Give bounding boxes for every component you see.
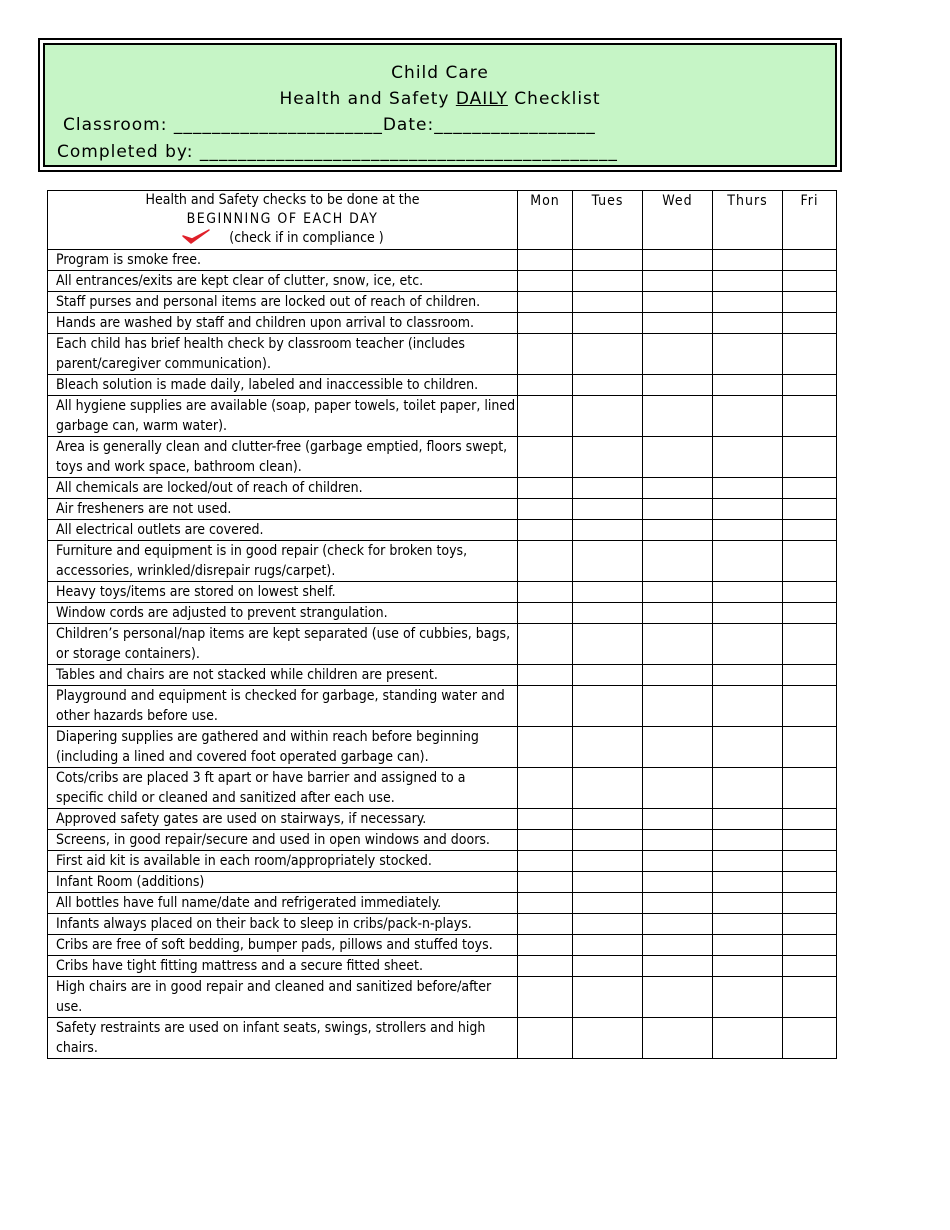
table-row (48, 250, 837, 271)
check-cell-wed[interactable] (643, 396, 713, 437)
check-item: Program is smoke free. (48, 250, 518, 271)
day-header-fri: Fri (783, 191, 837, 250)
check-cell-wed[interactable] (643, 582, 713, 603)
classroom-date-line[interactable]: Classroom: ______________________Date:_________________ (63, 115, 596, 135)
check-cell-tues[interactable] (573, 582, 643, 603)
check-cell-thurs[interactable] (713, 809, 783, 830)
check-cell-wed[interactable] (643, 830, 713, 851)
check-cell-thurs[interactable] (713, 541, 783, 582)
check-item: First aid kit is available in each room/appropriately stocked. (48, 851, 518, 872)
table-header-row (48, 191, 837, 250)
check-cell-fri[interactable] (783, 334, 837, 375)
table-row (48, 292, 837, 313)
check-cell-fri[interactable] (783, 624, 837, 665)
check-cell-mon[interactable] (518, 727, 573, 768)
check-cell-fri[interactable] (783, 1018, 837, 1059)
check-cell-mon[interactable] (518, 603, 573, 624)
check-cell-wed[interactable] (643, 1018, 713, 1059)
table-row (48, 478, 837, 499)
check-cell-wed[interactable] (643, 914, 713, 935)
check-item: All bottles have full name/date and refrigerated immediately. (48, 893, 518, 914)
check-cell-tues[interactable] (573, 624, 643, 665)
check-cell-thurs[interactable] (713, 727, 783, 768)
check-cell-wed[interactable] (643, 541, 713, 582)
check-cell-mon[interactable] (518, 478, 573, 499)
check-item: All entrances/exits are kept clear of clutter, snow, ice, etc. (48, 271, 518, 292)
check-item: Window cords are adjusted to prevent strangulation. (48, 603, 518, 624)
check-cell-fri[interactable] (783, 851, 837, 872)
table-row (48, 956, 837, 977)
check-cell-fri[interactable] (783, 582, 837, 603)
check-cell-tues[interactable] (573, 768, 643, 809)
check-cell-fri[interactable] (783, 809, 837, 830)
day-header-thurs: Thurs (713, 191, 783, 250)
table-row (48, 872, 837, 893)
check-cell-mon[interactable] (518, 977, 573, 1018)
check-cell-fri[interactable] (783, 768, 837, 809)
check-item: Air fresheners are not used. (48, 499, 518, 520)
title-post: Checklist (507, 89, 601, 109)
check-cell-mon[interactable] (518, 914, 573, 935)
check-cell-wed[interactable] (643, 727, 713, 768)
check-item: Infant Room (additions) (48, 872, 518, 893)
check-cell-mon[interactable] (518, 375, 573, 396)
check-cell-mon[interactable] (518, 271, 573, 292)
check-item: Playground and equipment is checked for garbage, standing water and other hazards before use. (48, 686, 518, 727)
check-cell-wed[interactable] (643, 520, 713, 541)
check-item: Cribs have tight fitting mattress and a secure fitted sheet. (48, 956, 518, 977)
check-item: All chemicals are locked/out of reach of children. (48, 478, 518, 499)
header-line3: (check if in compliance ) (229, 230, 384, 246)
table-row (48, 437, 837, 478)
check-cell-mon[interactable] (518, 665, 573, 686)
check-cell-mon[interactable] (518, 872, 573, 893)
check-cell-thurs[interactable] (713, 872, 783, 893)
title-child-care: Child Care (391, 63, 489, 83)
table-row (48, 313, 837, 334)
check-cell-fri[interactable] (783, 499, 837, 520)
table-row (48, 271, 837, 292)
check-cell-tues[interactable] (573, 830, 643, 851)
check-cell-fri[interactable] (783, 603, 837, 624)
check-cell-thurs[interactable] (713, 250, 783, 271)
check-cell-thurs[interactable] (713, 914, 783, 935)
check-cell-tues[interactable] (573, 499, 643, 520)
check-cell-thurs[interactable] (713, 830, 783, 851)
check-item: Approved safety gates are used on stairways, if necessary. (48, 809, 518, 830)
check-cell-thurs[interactable] (713, 313, 783, 334)
check-cell-wed[interactable] (643, 334, 713, 375)
check-cell-fri[interactable] (783, 893, 837, 914)
check-item: Each child has brief health check by classroom teacher (includes parent/caregiver communication). (48, 334, 518, 375)
title-daily: DAILY (455, 89, 508, 109)
check-cell-fri[interactable] (783, 396, 837, 437)
check-cell-wed[interactable] (643, 935, 713, 956)
check-item: All electrical outlets are covered. (48, 520, 518, 541)
check-cell-wed[interactable] (643, 478, 713, 499)
table-row (48, 914, 837, 935)
check-cell-fri[interactable] (783, 977, 837, 1018)
check-item: Staff purses and personal items are locked out of reach of children. (48, 292, 518, 313)
check-cell-wed[interactable] (643, 977, 713, 1018)
check-item: Hands are washed by staff and children upon arrival to classroom. (48, 313, 518, 334)
check-item: Cribs are free of soft bedding, bumper pads, pillows and stuffed toys. (48, 935, 518, 956)
check-item: Furniture and equipment is in good repair (check for broken toys, accessories, wrinkled/disrepair rugs/carpet). (48, 541, 518, 582)
check-cell-tues[interactable] (573, 603, 643, 624)
check-cell-fri[interactable] (783, 665, 837, 686)
day-header-wed: Wed (643, 191, 713, 250)
table-row (48, 1018, 837, 1059)
check-cell-fri[interactable] (783, 271, 837, 292)
check-item: Cots/cribs are placed 3 ft apart or have barrier and assigned to a specific child or cleaned and sanitized after each use. (48, 768, 518, 809)
check-cell-thurs[interactable] (713, 603, 783, 624)
check-cell-mon[interactable] (518, 313, 573, 334)
header-line2: BEGINNING OF EACH DAY (186, 211, 379, 227)
check-cell-fri[interactable] (783, 686, 837, 727)
check-cell-fri[interactable] (783, 437, 837, 478)
check-cell-tues[interactable] (573, 334, 643, 375)
checklist-table (47, 190, 837, 1059)
check-cell-wed[interactable] (643, 809, 713, 830)
check-cell-wed[interactable] (643, 292, 713, 313)
check-cell-thurs[interactable] (713, 893, 783, 914)
header-panel (43, 43, 837, 167)
check-cell-tues[interactable] (573, 437, 643, 478)
check-cell-tues[interactable] (573, 665, 643, 686)
check-cell-tues[interactable] (573, 313, 643, 334)
check-cell-wed[interactable] (643, 313, 713, 334)
check-cell-thurs[interactable] (713, 437, 783, 478)
table-row (48, 375, 837, 396)
table-row (48, 396, 837, 437)
check-cell-tues[interactable] (573, 478, 643, 499)
table-row (48, 582, 837, 603)
check-cell-mon[interactable] (518, 437, 573, 478)
check-cell-tues[interactable] (573, 375, 643, 396)
check-cell-tues[interactable] (573, 250, 643, 271)
check-cell-fri[interactable] (783, 478, 837, 499)
check-cell-fri[interactable] (783, 914, 837, 935)
check-item: Children’s personal/nap items are kept separated (use of cubbies, bags, or storage containers). (48, 624, 518, 665)
check-cell-fri[interactable] (783, 541, 837, 582)
check-cell-mon[interactable] (518, 582, 573, 603)
check-cell-fri[interactable] (783, 313, 837, 334)
check-cell-wed[interactable] (643, 271, 713, 292)
header-line3-wrap (48, 229, 517, 248)
check-cell-fri[interactable] (783, 872, 837, 893)
check-cell-tues[interactable] (573, 851, 643, 872)
check-cell-mon[interactable] (518, 851, 573, 872)
check-cell-mon[interactable] (518, 809, 573, 830)
table-row (48, 499, 837, 520)
check-cell-wed[interactable] (643, 956, 713, 977)
check-cell-tues[interactable] (573, 935, 643, 956)
check-cell-mon[interactable] (518, 520, 573, 541)
day-header-mon: Mon (518, 191, 573, 250)
table-row (48, 851, 837, 872)
table-row (48, 977, 837, 1018)
table-row (48, 935, 837, 956)
check-cell-fri[interactable] (783, 935, 837, 956)
check-cell-thurs[interactable] (713, 1018, 783, 1059)
check-cell-mon[interactable] (518, 935, 573, 956)
table-row (48, 520, 837, 541)
check-cell-thurs[interactable] (713, 499, 783, 520)
table-row (48, 541, 837, 582)
check-cell-mon[interactable] (518, 768, 573, 809)
check-cell-wed[interactable] (643, 603, 713, 624)
table-row (48, 686, 837, 727)
title-checklist (45, 89, 835, 109)
check-cell-mon[interactable] (518, 250, 573, 271)
check-cell-thurs[interactable] (713, 396, 783, 437)
check-cell-mon[interactable] (518, 396, 573, 437)
check-cell-thurs[interactable] (713, 768, 783, 809)
check-cell-thurs[interactable] (713, 334, 783, 375)
check-cell-wed[interactable] (643, 624, 713, 665)
table-row (48, 893, 837, 914)
day-header-tues: Tues (573, 191, 643, 250)
check-mark-icon (181, 228, 211, 244)
table-row (48, 727, 837, 768)
check-cell-wed[interactable] (643, 665, 713, 686)
title-pre: Health and Safety (279, 89, 456, 109)
check-cell-wed[interactable] (643, 250, 713, 271)
check-cell-tues[interactable] (573, 872, 643, 893)
check-cell-fri[interactable] (783, 292, 837, 313)
check-cell-thurs[interactable] (713, 582, 783, 603)
check-cell-mon[interactable] (518, 956, 573, 977)
checks-header (48, 191, 518, 250)
check-cell-wed[interactable] (643, 499, 713, 520)
check-cell-tues[interactable] (573, 271, 643, 292)
check-cell-tues[interactable] (573, 914, 643, 935)
check-cell-wed[interactable] (643, 375, 713, 396)
check-cell-fri[interactable] (783, 956, 837, 977)
check-cell-mon[interactable] (518, 830, 573, 851)
check-item: Safety restraints are used on infant seats, swings, strollers and high chairs. (48, 1018, 518, 1059)
check-cell-fri[interactable] (783, 830, 837, 851)
check-cell-tues[interactable] (573, 541, 643, 582)
check-item: Infants always placed on their back to sleep in cribs/pack-n-plays. (48, 914, 518, 935)
check-item: Bleach solution is made daily, labeled and inaccessible to children. (48, 375, 518, 396)
check-cell-thurs[interactable] (713, 520, 783, 541)
check-cell-mon[interactable] (518, 624, 573, 665)
check-cell-tues[interactable] (573, 727, 643, 768)
check-cell-tues[interactable] (573, 893, 643, 914)
table-row (48, 603, 837, 624)
check-cell-mon[interactable] (518, 499, 573, 520)
check-cell-tues[interactable] (573, 520, 643, 541)
check-cell-wed[interactable] (643, 872, 713, 893)
check-cell-mon[interactable] (518, 292, 573, 313)
check-cell-wed[interactable] (643, 851, 713, 872)
check-cell-fri[interactable] (783, 727, 837, 768)
check-cell-fri[interactable] (783, 520, 837, 541)
check-item: High chairs are in good repair and cleaned and sanitized before/after use. (48, 977, 518, 1018)
check-cell-wed[interactable] (643, 437, 713, 478)
table-row (48, 809, 837, 830)
check-cell-mon[interactable] (518, 334, 573, 375)
check-cell-tues[interactable] (573, 956, 643, 977)
check-cell-thurs[interactable] (713, 851, 783, 872)
table-row (48, 768, 837, 809)
completed-by-line[interactable]: Completed by: ____________________________________________ (57, 142, 618, 162)
check-cell-tues[interactable] (573, 292, 643, 313)
check-cell-tues[interactable] (573, 809, 643, 830)
check-cell-wed[interactable] (643, 686, 713, 727)
header-box (38, 38, 842, 172)
check-cell-tues[interactable] (573, 686, 643, 727)
check-item: Tables and chairs are not stacked while children are present. (48, 665, 518, 686)
check-cell-fri[interactable] (783, 250, 837, 271)
check-cell-tues[interactable] (573, 977, 643, 1018)
check-cell-mon[interactable] (518, 686, 573, 727)
check-cell-thurs[interactable] (713, 935, 783, 956)
check-item: Area is generally clean and clutter-free (garbage emptied, floors swept, toys and work space, bathroom clean). (48, 437, 518, 478)
check-cell-thurs[interactable] (713, 956, 783, 977)
check-cell-thurs[interactable] (713, 686, 783, 727)
header-line1: Health and Safety checks to be done at the (145, 192, 420, 208)
check-item: Diapering supplies are gathered and within reach before beginning (including a lined and covered foot operated garbage can). (48, 727, 518, 768)
check-cell-mon[interactable] (518, 893, 573, 914)
table-row (48, 830, 837, 851)
check-cell-thurs[interactable] (713, 292, 783, 313)
check-cell-wed[interactable] (643, 768, 713, 809)
check-cell-tues[interactable] (573, 1018, 643, 1059)
check-cell-thurs[interactable] (713, 375, 783, 396)
check-cell-fri[interactable] (783, 375, 837, 396)
check-cell-wed[interactable] (643, 893, 713, 914)
check-cell-thurs[interactable] (713, 271, 783, 292)
check-cell-tues[interactable] (573, 396, 643, 437)
check-cell-mon[interactable] (518, 1018, 573, 1059)
check-item: Heavy toys/items are stored on lowest shelf. (48, 582, 518, 603)
check-cell-thurs[interactable] (713, 665, 783, 686)
check-cell-thurs[interactable] (713, 624, 783, 665)
table-row (48, 665, 837, 686)
check-cell-mon[interactable] (518, 541, 573, 582)
check-item: Screens, in good repair/secure and used in open windows and doors. (48, 830, 518, 851)
check-item: All hygiene supplies are available (soap, paper towels, toilet paper, lined garbage can, warm water). (48, 396, 518, 437)
table-row (48, 334, 837, 375)
table-row (48, 624, 837, 665)
check-cell-thurs[interactable] (713, 478, 783, 499)
check-cell-thurs[interactable] (713, 977, 783, 1018)
